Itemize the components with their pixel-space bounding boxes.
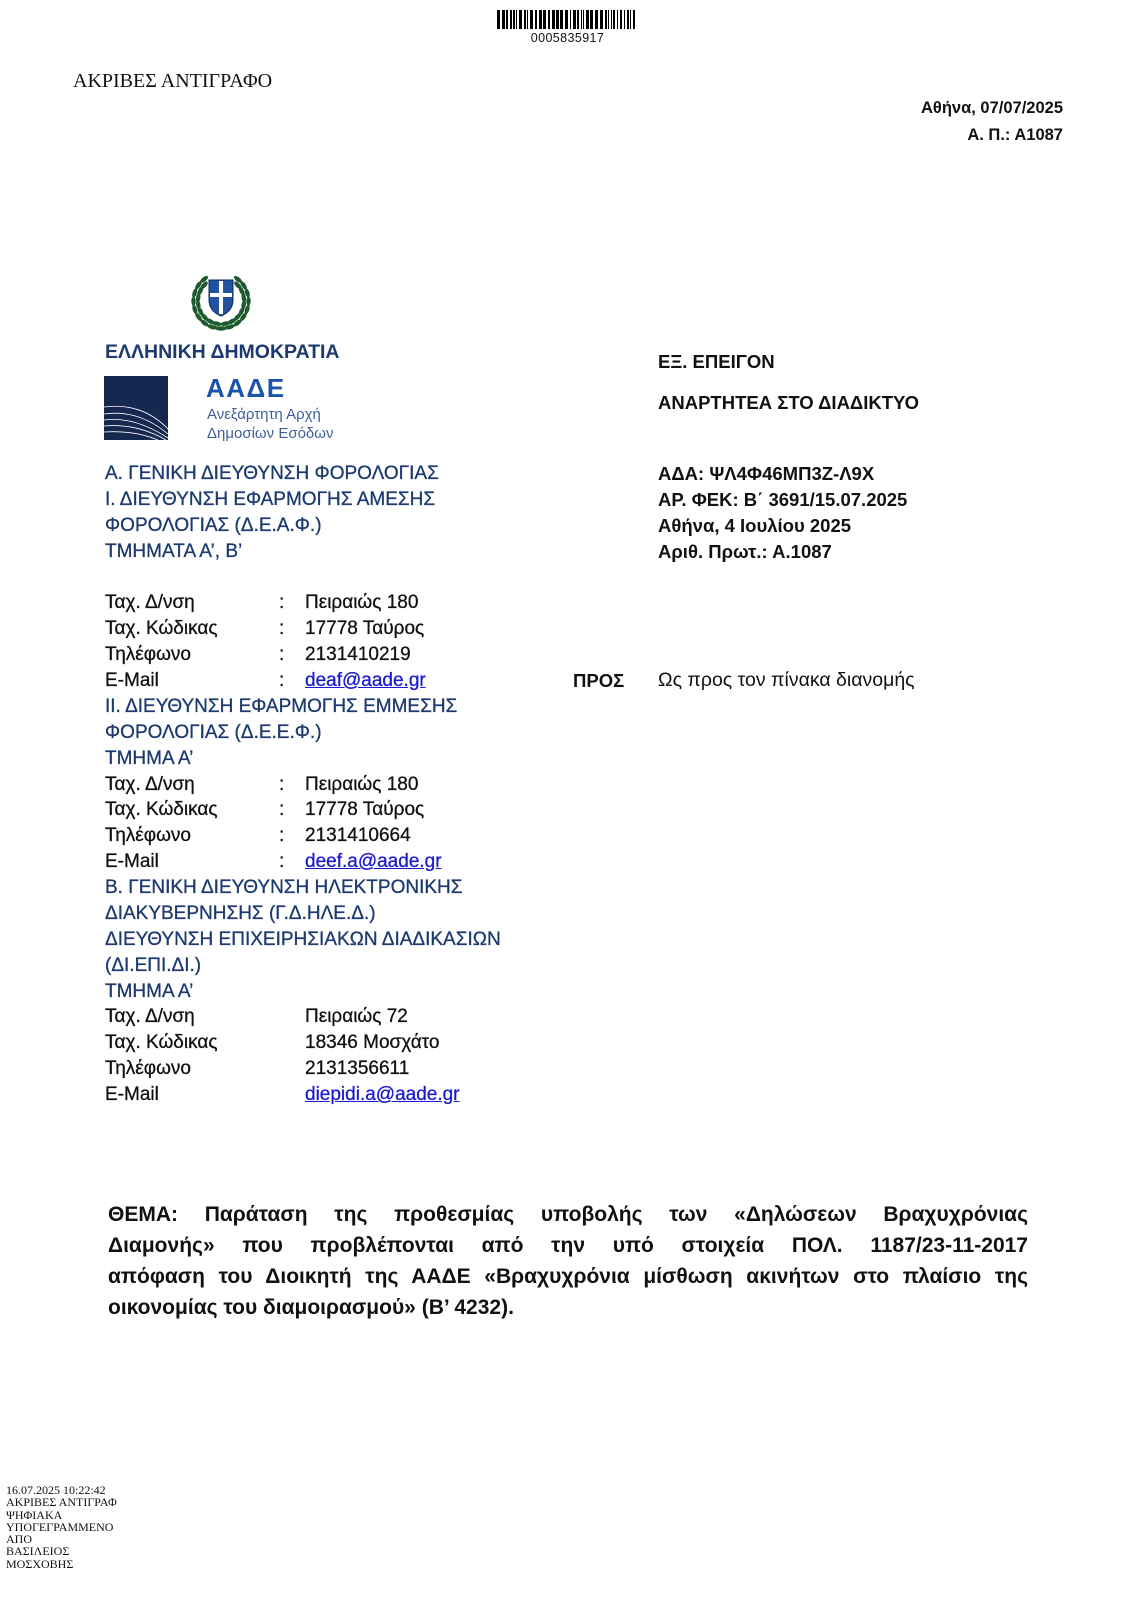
contact-row-postcode [105, 797, 501, 823]
contact-row-address [105, 1004, 501, 1030]
contact-value: 17778 Ταύρος [305, 618, 425, 640]
laurel-leaf [191, 296, 195, 306]
barcode-bar [524, 10, 526, 29]
contact-row-phone [105, 823, 501, 849]
republic-title: ΕΛΛΗΝΙΚΗ ΔΗΜΟΚΡΑΤΙΑ [105, 341, 340, 363]
barcode-bar [624, 10, 625, 29]
department-indirect-taxation [105, 694, 501, 875]
publication-label: ΑΝΑΡΤΗΤΕΑ ΣΤΟ ΔΙΑΔΙΚΤΥΟ [658, 392, 920, 413]
contact-label: Ταχ. Δ/νση [105, 592, 195, 614]
contact-separator: : [279, 618, 285, 640]
contact-row-phone [105, 1056, 501, 1082]
contact-separator-empty [279, 1030, 305, 1056]
contact-label: Ταχ. Κώδικας [105, 618, 218, 640]
email-link[interactable]: deaf@aade.gr [305, 670, 426, 691]
contact-label: E-Mail [105, 851, 159, 873]
contact-label: Ταχ. Δ/νση [105, 1006, 195, 1028]
contact-value: 2131410219 [305, 644, 411, 666]
certified-copy-label: ΑΚΡΙΒΕΣ ΑΝΤΙΓΡΑΦΟ [73, 70, 273, 92]
barcode-bar [605, 10, 607, 29]
barcode-bar [595, 10, 598, 29]
digital-signature-stamp [6, 1484, 117, 1570]
contact-label: E-Mail [105, 670, 159, 691]
contact-value: Πειραιώς 72 [305, 1006, 408, 1028]
barcode-bar [586, 10, 589, 29]
barcode-bar [611, 10, 612, 29]
barcode-bar [510, 10, 512, 29]
barcode-bar [581, 10, 582, 29]
greek-coat-of-arms-icon [188, 266, 254, 332]
barcode-bar [527, 10, 528, 29]
barcode-bar [543, 10, 546, 29]
subject-line: Διαμονής» που προβλέπονται από την υπό στοιχεία ΠΟΛ. 1187/23-11-2017 [108, 1233, 1028, 1257]
barcode-bar [548, 10, 550, 29]
protocol-reference: Αριθ. Πρωτ.: Α.1087 [658, 540, 832, 562]
contact-separator: : [279, 825, 285, 847]
contact-details [105, 590, 501, 694]
document-references [658, 461, 907, 565]
signature-line: ΥΠΟΓΕΓΡΑΜΜΕΝΟ [6, 1519, 114, 1534]
barcode-bar [565, 10, 568, 29]
signer-last-name: ΜΟΣΧΟΒΗΣ [6, 1556, 74, 1571]
contact-separator: : [279, 592, 285, 614]
department-heading: ΤΜΗΜΑ Α’ [105, 980, 194, 1002]
department-tax-directorate [105, 461, 501, 694]
contact-label: Ταχ. Κώδικας [105, 1032, 218, 1054]
contact-separator-empty [279, 1082, 305, 1108]
contact-row-address [105, 772, 501, 798]
barcode-bar [620, 10, 622, 29]
barcode-bar [556, 10, 559, 29]
contact-value: 17778 Ταύρος [305, 799, 425, 821]
barcode-bar [577, 10, 579, 29]
department-heading: Ι. ΔΙΕΥΘΥΝΣΗ ΕΦΑΡΜΟΓΗΣ ΑΜΕΣΗΣ [105, 488, 436, 510]
barcode-bar [513, 10, 515, 29]
contact-label: Τηλέφωνο [105, 825, 191, 847]
department-heading: Α. ΓΕΝΙΚΗ ΔΙΕΥΘΥΝΣΗ ΦΟΡΟΛΟΓΙΑΣ [105, 463, 439, 484]
barcode-bar [617, 10, 618, 29]
barcode-bar [633, 10, 635, 29]
barcode-bar [502, 10, 505, 29]
signature-timestamp: 16.07.2025 10:22:42 [6, 1483, 106, 1497]
document-date: Αθήνα, 07/07/2025 [921, 99, 1063, 117]
department-heading: ΤΜΗΜΑΤΑ Α’, Β’ [105, 540, 243, 562]
aade-subtitle [207, 405, 333, 443]
contact-value: Πειραιώς 180 [305, 773, 419, 795]
department-e-governance [105, 875, 501, 1108]
contact-value: 18346 Μοσχάτο [305, 1032, 440, 1054]
contact-separator-empty [279, 1004, 305, 1030]
top-right-reference [921, 95, 1063, 148]
department-heading: (ΔΙ.ΕΠΙ.ΔΙ.) [105, 954, 202, 976]
contact-separator: : [279, 799, 285, 821]
barcode-bar [590, 10, 593, 29]
contact-row-email [105, 849, 501, 875]
aade-subtitle-line: Ανεξάρτητη Αρχή [207, 405, 321, 423]
contact-row-email [105, 1082, 501, 1108]
barcode-bar [552, 10, 555, 29]
department-heading: ΔΙΕΥΘΥΝΣΗ ΕΠΙΧΕΙΡΗΣΙΑΚΩΝ ΔΙΑΔΙΚΑΣΙΩΝ [105, 928, 501, 950]
contact-label: Τηλέφωνο [105, 1058, 191, 1080]
barcode-bar [506, 10, 508, 29]
contact-row-postcode [105, 616, 501, 642]
contact-label: Ταχ. Κώδικας [105, 799, 218, 821]
contact-separator: : [279, 851, 285, 873]
ada-code: ΑΔΑ: ΨΛ4Φ46ΜΠ3Ζ-Λ9Χ [658, 463, 875, 484]
urgency-label: ΕΞ. ΕΠΕΙΓΟΝ [658, 351, 775, 372]
department-heading: ΤΜΗΜΑ Α’ [105, 747, 194, 769]
subject-line: απόφαση του Διοικητή της ΑΑΔΕ «Βραχυχρόνια μίσθωση ακινήτων στο πλαίσιο της [108, 1264, 1028, 1288]
contact-row-postcode [105, 1030, 501, 1056]
contact-separator: : [279, 670, 285, 691]
aade-logo-icon [104, 376, 168, 440]
recipient-value: Ως προς τον πίνακα διανομής [658, 669, 915, 691]
contact-details [105, 772, 501, 876]
signature-line: ΑΠΟ [6, 1532, 32, 1547]
barcode-bar [608, 10, 609, 29]
barcode-bar [535, 10, 537, 29]
barcode-bar [613, 10, 615, 29]
barcode-bar [560, 10, 563, 29]
contact-details [105, 1004, 501, 1108]
contact-value: 2131356611 [305, 1058, 410, 1080]
contact-separator-empty [279, 1056, 305, 1082]
department-heading: ΔΙΑΚΥΒΕΡΝΗΣΗΣ (Γ.Δ.ΗΛΕ.Δ.) [105, 902, 376, 924]
issue-date: Αθήνα, 4 Ιουλίου 2025 [658, 514, 852, 536]
subject-line: ΘΕΜΑ: Παράταση της προθεσμίας υποβολής των «Δηλώσεων Βραχυχρόνιας [108, 1202, 1028, 1226]
subject-line: οικονομίας του διαμοιρασμού» (Β’ 4232). [108, 1295, 514, 1319]
barcode-bar [600, 10, 603, 29]
barcode-bars [497, 10, 635, 29]
signature-line: ΑΚΡΙΒΕΣ ΑΝΤΙΓΡΑΦ [6, 1495, 117, 1510]
contact-label: E-Mail [105, 1084, 159, 1105]
email-link[interactable]: diepidi.a@aade.gr [305, 1084, 460, 1105]
barcode-bar [530, 10, 533, 29]
department-heading: Β. ΓΕΝΙΚΗ ΔΙΕΥΘΥΝΣΗ ΗΛΕΚΤΡΟΝΙΚΗΣ [105, 877, 463, 898]
signature-line: ΨΗΦΙΑΚΑ [6, 1507, 63, 1522]
contact-row-phone [105, 642, 501, 668]
laurel-leaf [246, 296, 250, 306]
barcode-number: 0005835917 [530, 31, 605, 45]
barcode [497, 10, 638, 29]
signer-first-name: ΒΑΣΙΛΕΙΟΣ [6, 1544, 70, 1559]
barcode-bar [570, 10, 571, 29]
subject-paragraph [108, 1199, 1028, 1323]
departments-block [105, 461, 501, 1108]
aade-acronym: ΑΑΔΕ [206, 373, 286, 403]
contact-separator: : [279, 773, 285, 795]
contact-label: Ταχ. Δ/νση [105, 773, 195, 795]
barcode-bar [627, 10, 629, 29]
contact-row-address [105, 590, 501, 616]
contact-row-email [105, 668, 501, 694]
emblem-cross-vertical [219, 281, 223, 314]
department-heading: ΦΟΡΟΛΟΓΙΑΣ (Δ.Ε.Ε.Φ.) [105, 721, 322, 743]
barcode-bar [519, 10, 522, 29]
department-heading: ΦΟΡΟΛΟΓΙΑΣ (Δ.Ε.Α.Φ.) [105, 514, 322, 536]
contact-label: Τηλέφωνο [105, 644, 191, 666]
barcode-bar [573, 10, 576, 29]
barcode-bar [583, 10, 584, 29]
barcode-bar [497, 10, 500, 29]
aade-logo-square [104, 376, 168, 440]
department-heading: ΙΙ. ΔΙΕΥΘΥΝΣΗ ΕΦΑΡΜΟΓΗΣ ΕΜΜΕΣΗΣ [105, 695, 458, 717]
barcode-bar [539, 10, 542, 29]
contact-value: Πειραιώς 180 [305, 592, 419, 614]
aade-subtitle-line: Δημοσίων Εσόδων [207, 424, 334, 442]
email-link[interactable]: deef.a@aade.gr [305, 851, 442, 873]
contact-separator: : [279, 644, 285, 666]
recipient-row [573, 668, 915, 694]
protocol-number: Α. Π.: Α1087 [967, 125, 1063, 144]
emblem-cross-horizontal [210, 293, 232, 297]
recipient-label: ΠΡΟΣ [573, 670, 625, 691]
fek-number: ΑΡ. ΦΕΚ: Β΄ 3691/15.07.2025 [658, 488, 908, 510]
barcode-bar [516, 10, 517, 29]
contact-value: 2131410664 [305, 825, 411, 847]
barcode-bar [630, 10, 631, 29]
